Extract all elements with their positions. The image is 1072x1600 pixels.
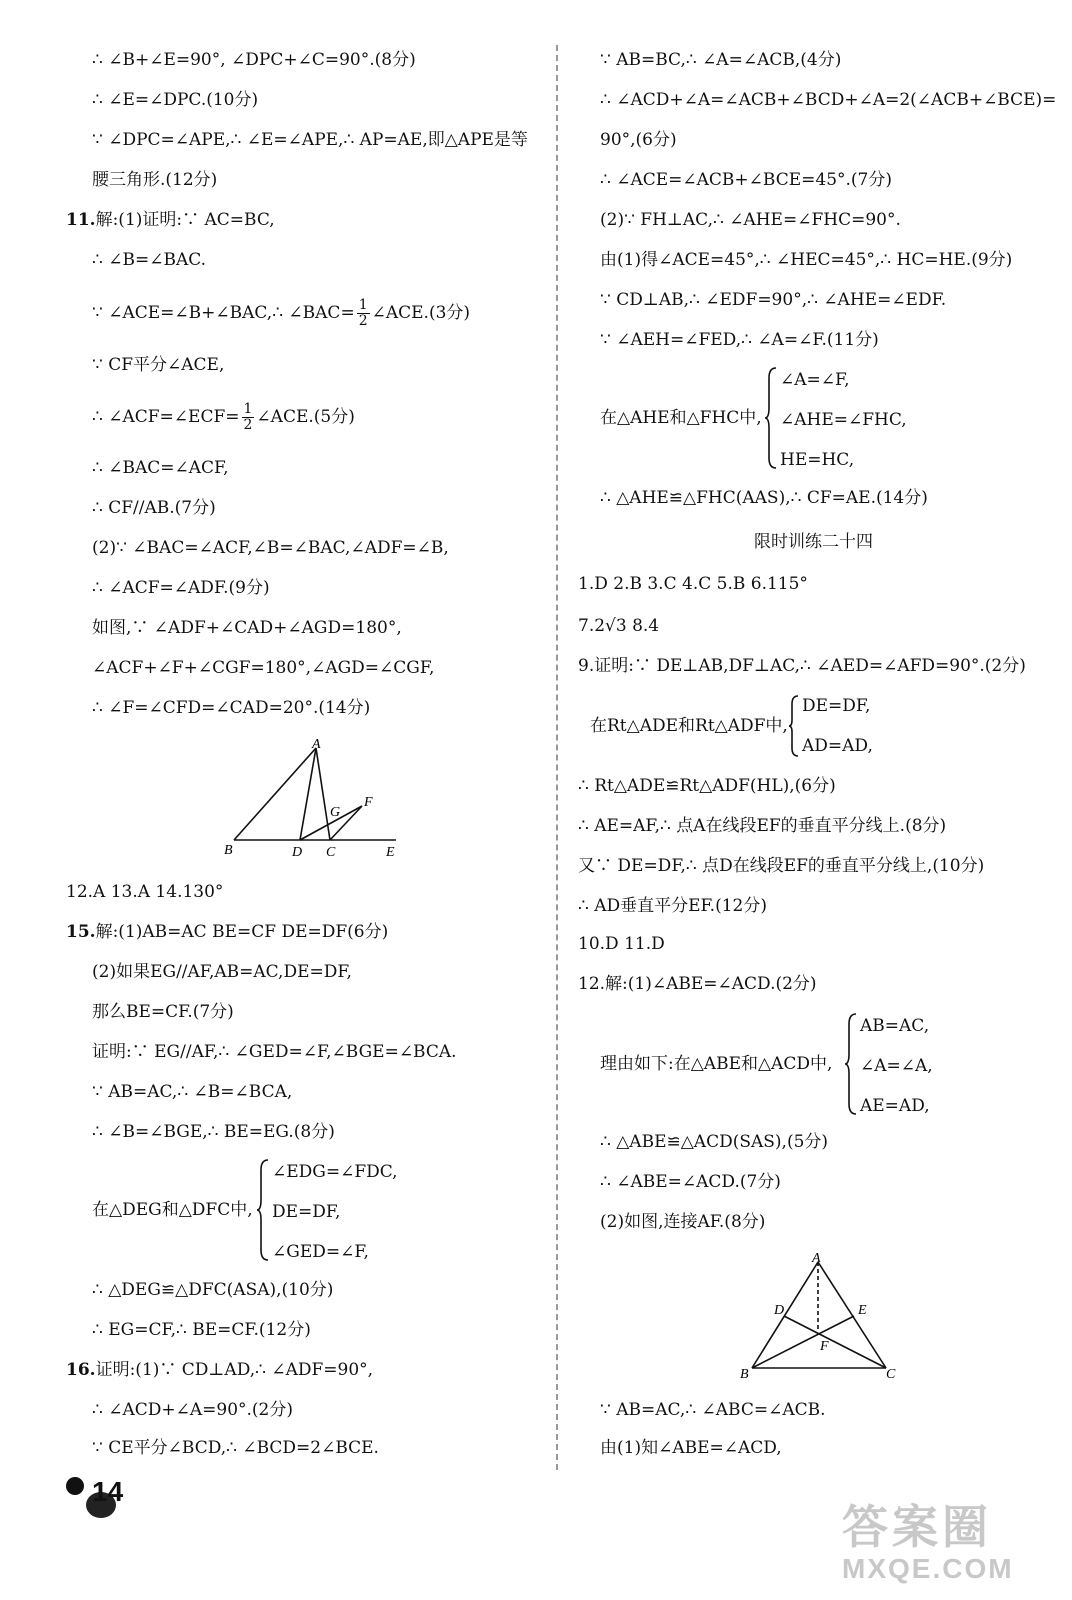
right-line-19: ∴ AE=AF,∴ 点A在线段EF的垂直平分线上.(8分)	[578, 816, 947, 836]
fig2-label-e: E	[858, 1303, 867, 1318]
left-line-10: ∴ ∠BAC=∠ACF,	[92, 458, 229, 478]
left-line-21: 证明:∵ EG//AF,∴ ∠GED=∠F,∠BGE=∠BCA.	[92, 1042, 457, 1062]
fraction-half-2	[242, 402, 255, 433]
right-line-20: 又∵ DE=DF,∴ 点D在线段EF的垂直平分线上,(10分)	[578, 856, 985, 876]
system2-row-1: ∠A=∠F,	[780, 370, 850, 390]
right-line-29: (2)如图,连接AF.(8分)	[600, 1212, 766, 1232]
right-line-3: 90°,(6分)	[600, 130, 677, 150]
system4-row-3: AE=AD,	[860, 1096, 930, 1116]
system1-row-3: ∠GED=∠F,	[272, 1242, 369, 1262]
fig2-label-f: F	[820, 1339, 829, 1354]
left-line-22: ∵ AB=AC,∴ ∠B=∠BCA,	[92, 1082, 293, 1102]
fig2-label-d: D	[774, 1303, 785, 1318]
right-line-22: 10.D 11.D	[578, 934, 665, 954]
fig1-label-d: D	[292, 845, 303, 860]
question-11-number: 11.	[66, 210, 96, 230]
question-11	[66, 208, 275, 232]
fig1-line-ad	[300, 748, 316, 840]
fraction-denominator: 2	[358, 313, 368, 329]
left-line-23: ∴ ∠B=∠BGE,∴ BE=EG.(8分)	[92, 1122, 335, 1142]
system3-row-1: DE=DF,	[802, 696, 871, 716]
left-line-9	[92, 402, 355, 433]
left-line-20: 那么BE=CF.(7分)	[92, 1002, 234, 1022]
system4-row-1: AB=AC,	[860, 1016, 930, 1036]
system1-row-1: ∠EDG=∠FDC,	[272, 1162, 398, 1182]
right-line-31: 由(1)知∠ABE=∠ACD,	[600, 1438, 782, 1458]
system3-brace	[788, 694, 800, 758]
system3-row-2: AD=AD,	[802, 736, 873, 756]
left-line-30: ∴ ∠ACD+∠A=90°.(2分)	[92, 1400, 294, 1420]
fig2-label-b: B	[740, 1367, 749, 1382]
left-line-11: ∴ CF//AB.(7分)	[92, 498, 216, 518]
question-15	[66, 920, 388, 944]
figure-isosceles-triangle	[736, 1248, 900, 1384]
system1-lead: 在△DEG和△DFC中,	[92, 1200, 253, 1220]
system1-rows	[272, 1160, 398, 1280]
question-15-number: 15.	[66, 922, 96, 942]
left-line-6: ∴ ∠B=∠BAC.	[92, 250, 207, 270]
right-line-27: ∴ △ABE≌△ACD(SAS),(5分)	[600, 1132, 829, 1152]
left-line-16: ∴ ∠F=∠CFD=∠CAD=20°.(14分)	[92, 698, 371, 718]
left-line-2: ∴ ∠E=∠DPC.(10分)	[92, 90, 259, 110]
fig2-label-a: A	[812, 1251, 821, 1266]
right-line-7: ∵ CD⊥AB,∴ ∠EDF=90°,∴ ∠AHE=∠EDF.	[600, 290, 947, 310]
right-line-2: ∴ ∠ACD+∠A=∠ACB+∠BCD+∠A=2(∠ACB+∠BCE)=	[600, 90, 1057, 110]
column-divider	[556, 45, 558, 1470]
fig1-label-b: B	[224, 843, 233, 858]
system4-brace	[844, 1012, 858, 1116]
system2-row-3: HE=HC,	[780, 450, 855, 470]
left-line-9-b: ∠ACE.(5分)	[256, 407, 355, 427]
left-line-31: ∵ CE平分∠BCD,∴ ∠BCD=2∠BCE.	[92, 1438, 379, 1458]
fig1-line-ab	[234, 748, 316, 840]
right-line-5: (2)∵ FH⊥AC,∴ ∠AHE=∠FHC=90°.	[600, 210, 901, 230]
right-line-28: ∴ ∠ABE=∠ACD.(7分)	[600, 1172, 781, 1192]
fig2-line-ab	[752, 1262, 818, 1368]
system2-brace	[764, 366, 778, 470]
left-line-3: ∵ ∠DPC=∠APE,∴ ∠E=∠APE,∴ AP=AE,即△APE是等	[92, 130, 528, 150]
fig1-label-g: G	[330, 805, 341, 820]
system2-rows	[780, 368, 907, 488]
left-line-27: ∴ △DEG≌△DFC(ASA),(10分)	[92, 1280, 334, 1300]
section-title: 限时训练二十四	[754, 532, 873, 552]
left-line-19: (2)如果EG//AF,AB=AC,DE=DF,	[92, 962, 352, 982]
question-12: 12.解:(1)∠ABE=∠ACD.(2分)	[578, 974, 817, 994]
fig1-label-e: E	[386, 845, 395, 860]
page-number: 14	[92, 1476, 124, 1507]
question-16	[66, 1358, 373, 1382]
right-line-8: ∵ ∠AEH=∠FED,∴ ∠A=∠F.(11分)	[600, 330, 879, 350]
watermark-url: MXQE.COM	[842, 1553, 1014, 1584]
fig1-line-ac	[316, 748, 330, 840]
left-line-9-a: ∴ ∠ACF=∠ECF=	[92, 407, 240, 427]
system4-row-2: ∠A=∠A,	[860, 1056, 933, 1076]
left-line-8: ∵ CF平分∠ACE,	[92, 355, 225, 375]
system1-brace	[256, 1158, 270, 1262]
question-15-text: 解:(1)AB=AC BE=CF DE=DF(6分)	[95, 922, 389, 942]
left-line-13: ∴ ∠ACF=∠ADF.(9分)	[92, 578, 270, 598]
fig1-label-f: F	[364, 795, 373, 810]
system1-row-2: DE=DF,	[272, 1202, 341, 1222]
left-line-1: ∴ ∠B+∠E=90°, ∠DPC+∠C=90°.(8分)	[92, 50, 416, 70]
fraction-denominator-2: 2	[243, 417, 253, 433]
fraction-half	[357, 298, 370, 329]
left-line-15: ∠ACF+∠F+∠CGF=180°,∠AGD=∠CGF,	[92, 658, 435, 678]
right-line-14: 1.D 2.B 3.C 4.C 5.B 6.115°	[578, 574, 808, 594]
right-line-4: ∴ ∠ACE=∠ACB+∠BCE=45°.(7分)	[600, 170, 892, 190]
right-line-21: ∴ AD垂直平分EF.(12分)	[578, 896, 767, 916]
figure-triangle-abde	[220, 736, 410, 862]
fig1-label-a: A	[312, 737, 321, 752]
system2-row-2: ∠AHE=∠FHC,	[780, 410, 907, 430]
system4-lead: 理由如下:在△ABE和△ACD中,	[600, 1054, 833, 1074]
left-line-14: 如图,∵ ∠ADF+∠CAD+∠AGD=180°,	[92, 618, 402, 638]
watermark-title: 答案圈	[842, 1501, 992, 1553]
watermark	[842, 1500, 1052, 1590]
left-line-7-b: ∠ACE.(3分)	[371, 303, 471, 323]
fraction-numerator-2: 1	[243, 401, 253, 417]
right-line-1: ∵ AB=BC,∴ ∠A=∠ACB,(4分)	[600, 50, 842, 70]
fraction-numerator: 1	[358, 297, 368, 313]
left-line-28: ∴ EG=CF,∴ BE=CF.(12分)	[92, 1320, 311, 1340]
question-9: 9.证明:∵ DE⊥AB,DF⊥AC,∴ ∠AED=∠AFD=90°.(2分)	[578, 656, 1026, 676]
right-line-30: ∵ AB=AC,∴ ∠ABC=∠ACB.	[600, 1400, 826, 1420]
page-dot	[66, 1477, 84, 1495]
right-line-15: 7.2√3 8.4	[578, 616, 660, 636]
system3-rows	[802, 694, 873, 774]
fig2-line-cd	[784, 1316, 886, 1368]
question-16-number: 16.	[66, 1360, 96, 1380]
left-line-7-a: ∵ ∠ACE=∠B+∠BAC,∴ ∠BAC=	[92, 303, 355, 323]
system2-lead: 在△AHE和△FHC中,	[600, 408, 762, 428]
left-line-17: 12.A 13.A 14.130°	[66, 882, 224, 902]
system3-lead: 在Rt△ADE和Rt△ADF中,	[590, 716, 788, 736]
right-line-6: 由(1)得∠ACE=45°,∴ ∠HEC=45°,∴ HC=HE.(9分)	[600, 250, 1013, 270]
question-11-text: 解:(1)证明:∵ AC=BC,	[95, 210, 275, 230]
fig2-label-c: C	[886, 1367, 896, 1382]
right-line-18: ∴ Rt△ADE≌Rt△ADF(HL),(6分)	[578, 776, 836, 796]
right-line-12: ∴ △AHE≌△FHC(AAS),∴ CF=AE.(14分)	[600, 488, 928, 508]
left-line-7	[92, 298, 470, 329]
system4-rows	[860, 1014, 933, 1134]
question-16-text: 证明:(1)∵ CD⊥AD,∴ ∠ADF=90°,	[95, 1360, 374, 1380]
fig1-label-c: C	[326, 845, 336, 860]
left-line-4: 腰三角形.(12分)	[92, 170, 218, 190]
left-line-12: (2)∵ ∠BAC=∠ACF,∠B=∠BAC,∠ADF=∠B,	[92, 538, 449, 558]
